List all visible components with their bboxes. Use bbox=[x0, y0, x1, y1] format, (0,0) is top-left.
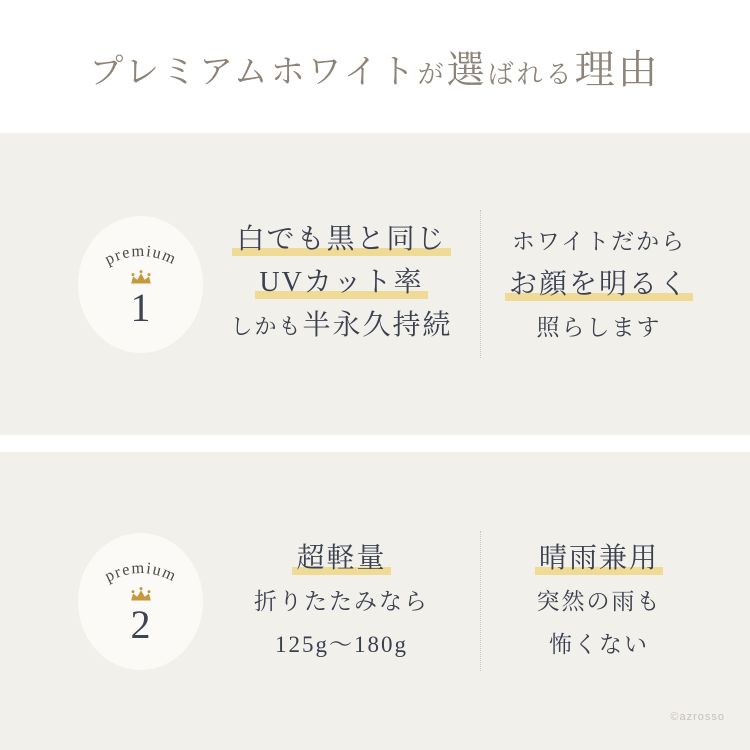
highlighted-text: お顔を明るく bbox=[505, 269, 693, 301]
highlighted-text: 白でも黒と同じ bbox=[232, 224, 450, 256]
feature-1-headline-line-3 bbox=[203, 304, 480, 351]
highlighted-text: 超軽量 bbox=[292, 543, 390, 575]
feature-2-headline-line-3: 125g〜180g bbox=[275, 631, 408, 657]
feature-1-sub-line-3: 照らします bbox=[536, 314, 662, 340]
text-emphasis: 半永久持続 bbox=[302, 309, 453, 341]
feature-1-headline-line-1 bbox=[203, 218, 480, 261]
feature-1-sub-line-1: ホワイトだから bbox=[511, 228, 687, 254]
premium-1-badge bbox=[78, 216, 203, 353]
feature-1-badge-column bbox=[0, 216, 203, 353]
svg-text:premium bbox=[101, 241, 180, 269]
feature-1-sub-line-2 bbox=[481, 263, 717, 306]
badge-number-1: 1 bbox=[130, 284, 151, 330]
feature-2-sub-text bbox=[481, 537, 717, 666]
badge-label-text: premium bbox=[101, 240, 180, 269]
feature-2-headline-line-2: 折りたたみなら bbox=[254, 588, 429, 614]
feature-2-sub-line-2: 突然の雨も bbox=[536, 588, 662, 614]
page-title bbox=[89, 38, 660, 95]
premium-2-badge bbox=[78, 533, 203, 670]
title-part-hiragana: が bbox=[417, 60, 447, 89]
page-header bbox=[0, 0, 750, 133]
title-part-kanji: 選 bbox=[446, 50, 488, 92]
watermark: ©azrosso bbox=[670, 711, 725, 723]
title-part-hiragana: ばれる bbox=[487, 60, 575, 89]
feature-section-2 bbox=[0, 452, 750, 750]
crown-icon bbox=[128, 587, 154, 603]
highlighted-text: 晴雨兼用 bbox=[535, 543, 663, 575]
feature-2-badge-column bbox=[0, 533, 203, 670]
feature-2-headline-line-1 bbox=[203, 537, 480, 580]
title-part-kanji: 理由 bbox=[574, 47, 661, 92]
svg-text:premium bbox=[101, 558, 180, 586]
highlighted-text: UVカット率 bbox=[255, 267, 427, 299]
crown-icon bbox=[128, 270, 154, 286]
badge-number-2: 2 bbox=[130, 601, 151, 647]
text-small: しかも bbox=[230, 313, 303, 339]
feature-2-sub-line-3: 怖くない bbox=[549, 631, 649, 657]
badge-label-text: premium bbox=[101, 557, 180, 586]
premium-arc-label bbox=[93, 558, 189, 589]
premium-arc-label bbox=[93, 241, 189, 272]
feature-1-main-text bbox=[203, 218, 480, 351]
feature-2-sub-line-1 bbox=[481, 537, 717, 580]
title-part-katakana: プレミアムホワイト bbox=[89, 54, 418, 91]
section-gap bbox=[0, 435, 750, 452]
feature-1-headline-line-2 bbox=[203, 261, 480, 304]
feature-2-main-text bbox=[203, 537, 480, 666]
feature-section-1 bbox=[0, 133, 750, 435]
feature-1-sub-text bbox=[481, 220, 717, 349]
